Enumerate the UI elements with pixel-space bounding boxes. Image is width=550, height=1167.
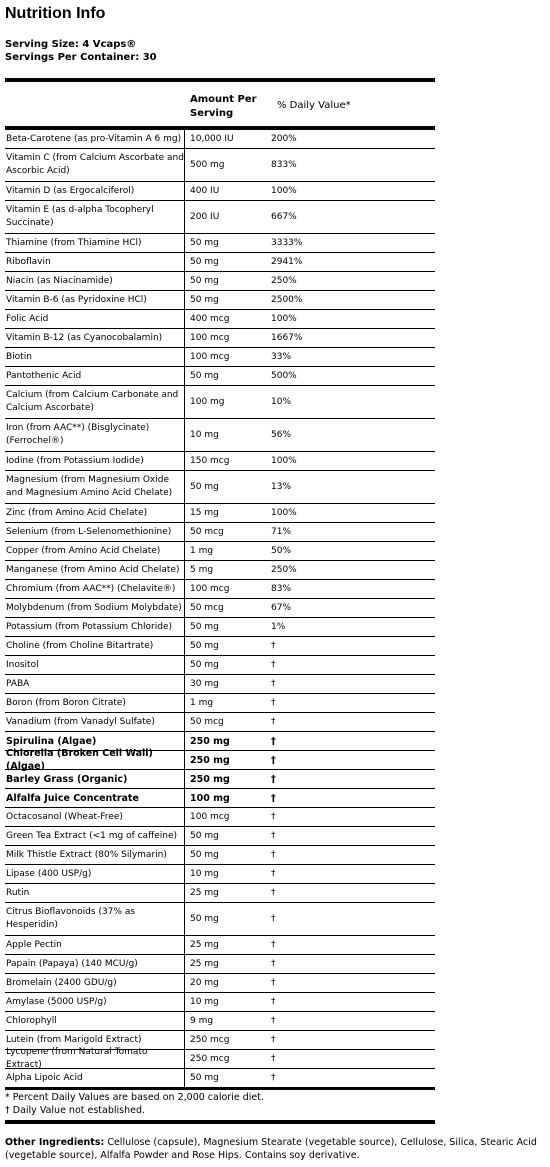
servings-per-container: Servings Per Container: 30 [5, 52, 157, 63]
nutrient-daily-value: 83% [271, 583, 292, 594]
table-row [5, 827, 435, 846]
table-row [5, 789, 435, 808]
nutrient-name: Milk Thistle Extract (80% Silymarin) [5, 846, 185, 864]
table-row [5, 599, 435, 618]
nutrient-amount: 25 mg [190, 958, 219, 969]
nutrient-daily-value: † [271, 830, 276, 841]
nutrient-amount: 50 mg [190, 830, 219, 841]
nutrient-daily-value: 500% [271, 370, 297, 381]
table-row [5, 149, 435, 182]
nutrient-name: Alpha Lipoic Acid [5, 1069, 185, 1087]
table-row [5, 130, 435, 149]
table-row [5, 523, 435, 542]
nutrient-daily-value: † [271, 640, 276, 651]
nutrient-amount: 50 mg [190, 275, 219, 286]
nutrient-amount: 250 mcg [190, 1053, 230, 1064]
nutrient-daily-value: † [271, 996, 276, 1007]
nutrient-amount: 1 mg [190, 545, 214, 556]
top-thick-rule [5, 78, 435, 82]
nutrient-name: Copper (from Amino Acid Chelate) [5, 542, 185, 560]
nutrient-daily-value: † [271, 773, 276, 785]
table-row [5, 419, 435, 452]
nutrient-amount: 50 mg [190, 237, 219, 248]
nutrient-amount: 50 mg [190, 849, 219, 860]
table-row [5, 329, 435, 348]
nutrient-daily-value: 100% [271, 313, 297, 324]
nutrient-daily-value: † [271, 697, 276, 708]
nutrient-amount: 50 mg [190, 256, 219, 267]
nutrient-amount: 50 mg [190, 370, 219, 381]
nutrient-amount: 250 mg [190, 773, 230, 785]
nutrient-name: Apple Pectin [5, 936, 185, 954]
nutrient-name: Molybdenum (from Sodium Molybdate) [5, 599, 185, 617]
nutrient-name: Zinc (from Amino Acid Chelate) [5, 504, 185, 522]
nutrient-name: Lycopene (from Natural Tomato Extract) [5, 1050, 185, 1068]
nutrient-name: Riboflavin [5, 253, 185, 271]
nutrient-daily-value: † [271, 868, 276, 879]
nutrient-amount: 10,000 IU [190, 133, 234, 144]
table-row [5, 348, 435, 367]
nutrient-name: Selenium (from L-Selenomethionine) [5, 523, 185, 541]
nutrient-amount: 250 mcg [190, 1034, 230, 1045]
page-title: Nutrition Info [5, 5, 106, 22]
other-ingredients [5, 1136, 545, 1162]
nutrient-daily-value: 250% [271, 564, 297, 575]
nutrient-daily-value: 1% [271, 621, 286, 632]
table-row [5, 808, 435, 827]
amount-header [190, 93, 257, 121]
daily-value-header: % Daily Value* [277, 100, 351, 111]
nutrient-name: Boron (from Boron Citrate) [5, 694, 185, 712]
nutrient-amount: 100 mg [190, 396, 225, 407]
nutrient-amount: 5 mg [190, 564, 214, 575]
nutrient-amount: 10 mg [190, 868, 219, 879]
table-row [5, 618, 435, 637]
nutrient-amount: 10 mg [190, 996, 219, 1007]
nutrient-daily-value: 56% [271, 429, 292, 440]
nutrient-daily-value: 667% [271, 211, 297, 222]
nutrient-amount: 9 mg [190, 1015, 214, 1026]
nutrient-daily-value: † [271, 1034, 276, 1045]
nutrient-daily-value: 50% [271, 545, 292, 556]
nutrient-amount: 50 mg [190, 621, 219, 632]
nutrient-name: Vitamin B-6 (as Pyridoxine HCl) [5, 291, 185, 309]
nutrient-daily-value: † [271, 887, 276, 898]
nutrient-name: Papain (Papaya) (140 MCU/g) [5, 955, 185, 973]
nutrient-name: Pantothenic Acid [5, 367, 185, 385]
nutrient-name: Rutin [5, 884, 185, 902]
nutrient-daily-value: 100% [271, 455, 297, 466]
table-row [5, 310, 435, 329]
nutrient-amount: 30 mg [190, 678, 219, 689]
table-row [5, 748, 435, 772]
table-row [5, 694, 435, 713]
nutrient-name: Thiamine (from Thiamine HCl) [5, 234, 185, 252]
nutrient-amount: 50 mg [190, 913, 219, 924]
nutrient-name: Alfalfa Juice Concentrate [5, 789, 185, 807]
nutrient-name: Biotin [5, 348, 185, 366]
nutrient-daily-value: † [271, 716, 276, 727]
table-row [5, 903, 435, 936]
nutrient-amount: 50 mcg [190, 716, 224, 727]
nutrient-name: Vitamin D (as Ergocalciferol) [5, 182, 185, 200]
nutrient-amount: 100 mcg [190, 583, 230, 594]
nutrient-daily-value: 833% [271, 159, 297, 170]
nutrient-daily-value: † [271, 958, 276, 969]
nutrient-daily-value: † [271, 849, 276, 860]
nutrient-daily-value: 2500% [271, 294, 303, 305]
nutrient-name: Magnesium (from Magnesium Oxide and Magnesium Amino Acid Chelate) [5, 471, 185, 503]
nutrient-amount: 25 mg [190, 887, 219, 898]
serving-size: Serving Size: 4 Vcaps® [5, 39, 137, 50]
nutrient-daily-value: † [271, 939, 276, 950]
table-row [5, 291, 435, 310]
table-row [5, 580, 435, 599]
footnote-not-established: † Daily Value not established. [5, 1105, 146, 1116]
table-row [5, 367, 435, 386]
nutrient-amount: 100 mcg [190, 351, 230, 362]
footnotes [5, 1091, 264, 1117]
table-row [5, 253, 435, 272]
nutrient-name: Vitamin B-12 (as Cyanocobalamin) [5, 329, 185, 347]
nutrient-name: Vitamin E (as d-alpha Tocopheryl Succinate) [5, 201, 185, 233]
nutrient-daily-value: 3333% [271, 237, 303, 248]
nutrient-name: Chromium (from AAC**) (Chelavite®) [5, 580, 185, 598]
nutrient-name: Green Tea Extract (<1 mg of caffeine) [5, 827, 185, 845]
nutrient-name: Vitamin C (from Calcium Ascorbate and Ascorbic Acid) [5, 149, 185, 181]
nutrient-amount: 400 mcg [190, 313, 230, 324]
nutrient-amount: 25 mg [190, 939, 219, 950]
nutrient-amount: 100 mcg [190, 332, 230, 343]
nutrient-daily-value: 250% [271, 275, 297, 286]
table-row [5, 182, 435, 201]
nutrient-daily-value: 100% [271, 185, 297, 196]
nutrient-name: Chlorella (Broken Cell Wall) (Algae) [5, 751, 185, 769]
bottom-rule [5, 1088, 435, 1090]
nutrient-daily-value: † [271, 1072, 276, 1083]
nutrient-daily-value: † [271, 678, 276, 689]
table-row [5, 1069, 435, 1088]
nutrient-name: Citrus Bioflavonoids (37% as Hesperidin) [5, 903, 185, 935]
nutrient-amount: 20 mg [190, 977, 219, 988]
nutrient-daily-value: † [271, 792, 276, 804]
nutrient-name: Iron (from AAC**) (Bisglycinate) (Ferrochel®) [5, 419, 185, 451]
nutrient-daily-value: 67% [271, 602, 292, 613]
table-row [5, 846, 435, 865]
nutrient-name: Lutein (from Marigold Extract) [5, 1031, 185, 1049]
nutrient-name: Calcium (from Calcium Carbonate and Calcium Ascorbate) [5, 386, 185, 418]
nutrition-table [5, 130, 435, 1088]
nutrient-amount: 100 mcg [190, 811, 230, 822]
nutrient-amount: 50 mg [190, 1072, 219, 1083]
nutrient-amount: 250 mg [190, 735, 230, 747]
nutrient-name: Lipase (400 USP/g) [5, 865, 185, 883]
nutrient-name: PABA [5, 675, 185, 693]
table-row [5, 471, 435, 504]
table-row [5, 770, 435, 789]
nutrient-name: Manganese (from Amino Acid Chelate) [5, 561, 185, 579]
nutrient-amount: 50 mg [190, 481, 219, 492]
nutrient-daily-value: 200% [271, 133, 297, 144]
table-row [5, 936, 435, 955]
nutrient-amount: 400 IU [190, 185, 220, 196]
nutrient-amount: 100 mg [190, 792, 230, 804]
nutrient-name: Chlorophyll [5, 1012, 185, 1030]
nutrient-name: Octacosanol (Wheat-Free) [5, 808, 185, 826]
nutrient-name: Iodine (from Potassium Iodide) [5, 452, 185, 470]
nutrient-daily-value: 71% [271, 526, 292, 537]
nutrient-amount: 200 IU [190, 211, 220, 222]
nutrient-daily-value: † [271, 913, 276, 924]
nutrient-name: Barley Grass (Organic) [5, 770, 185, 788]
table-row [5, 865, 435, 884]
nutrient-amount: 50 mg [190, 659, 219, 670]
nutrient-daily-value: † [271, 754, 276, 766]
table-row [5, 637, 435, 656]
nutrient-name: Bromelain (2400 GDU/g) [5, 974, 185, 992]
nutrient-daily-value: 1667% [271, 332, 303, 343]
nutrient-amount: 10 mg [190, 429, 219, 440]
table-row [5, 452, 435, 471]
amount-header-line2: Serving [190, 108, 234, 119]
nutrient-amount: 250 mg [190, 754, 230, 766]
nutrient-name: Inositol [5, 656, 185, 674]
table-row [5, 504, 435, 523]
other-ingredients-label: Other Ingredients: [5, 1137, 105, 1148]
nutrient-name: Amylase (5000 USP/g) [5, 993, 185, 1011]
nutrient-name: Spirulina (Algae) [5, 732, 185, 750]
table-row [5, 974, 435, 993]
nutrient-daily-value: 2941% [271, 256, 303, 267]
nutrient-daily-value: † [271, 735, 276, 747]
nutrient-name: Folic Acid [5, 310, 185, 328]
nutrient-daily-value: † [271, 1015, 276, 1026]
nutrient-amount: 50 mcg [190, 526, 224, 537]
nutrient-amount: 50 mg [190, 294, 219, 305]
nutrient-daily-value: 13% [271, 481, 292, 492]
table-row [5, 386, 435, 419]
nutrient-daily-value: 33% [271, 351, 292, 362]
nutrient-daily-value: 10% [271, 396, 292, 407]
nutrient-name: Choline (from Choline Bitartrate) [5, 637, 185, 655]
nutrient-amount: 150 mcg [190, 455, 230, 466]
table-row [5, 272, 435, 291]
amount-header-line1: Amount Per [190, 94, 257, 105]
other-ingredients-rule [5, 1120, 435, 1124]
table-row [5, 884, 435, 903]
nutrient-amount: 50 mcg [190, 602, 224, 613]
table-row [5, 234, 435, 253]
nutrient-amount: 50 mg [190, 640, 219, 651]
nutrient-amount: 1 mg [190, 697, 214, 708]
table-row [5, 993, 435, 1012]
nutrient-name: Vanadium (from Vanadyl Sulfate) [5, 713, 185, 731]
nutrient-daily-value: † [271, 659, 276, 670]
nutrient-daily-value: 100% [271, 507, 297, 518]
table-row [5, 713, 435, 732]
nutrient-name: Potassium (from Potassium Chloride) [5, 618, 185, 636]
table-row [5, 1047, 435, 1070]
table-row [5, 201, 435, 234]
nutrient-daily-value: † [271, 1053, 276, 1064]
table-row [5, 656, 435, 675]
nutrient-amount: 15 mg [190, 507, 219, 518]
table-row [5, 542, 435, 561]
table-row [5, 675, 435, 694]
nutrient-name: Beta-Carotene (as pro-Vitamin A 6 mg) [5, 130, 185, 148]
footnote-daily-values: * Percent Daily Values are based on 2,000 calorie diet. [5, 1092, 264, 1103]
nutrient-daily-value: † [271, 811, 276, 822]
nutrient-amount: 500 mg [190, 159, 225, 170]
nutrient-name: Niacin (as Niacinamide) [5, 272, 185, 290]
table-row [5, 955, 435, 974]
table-row [5, 561, 435, 580]
nutrient-daily-value: † [271, 977, 276, 988]
other-ingredients-text: Cellulose (capsule), Magnesium Stearate (vegetable source), Cellulose, Silica, Stearic Acid (vegetable source), Alfalfa Powder and Rose Hips. Contains soy derivative. [5, 1137, 537, 1161]
table-row [5, 1012, 435, 1031]
